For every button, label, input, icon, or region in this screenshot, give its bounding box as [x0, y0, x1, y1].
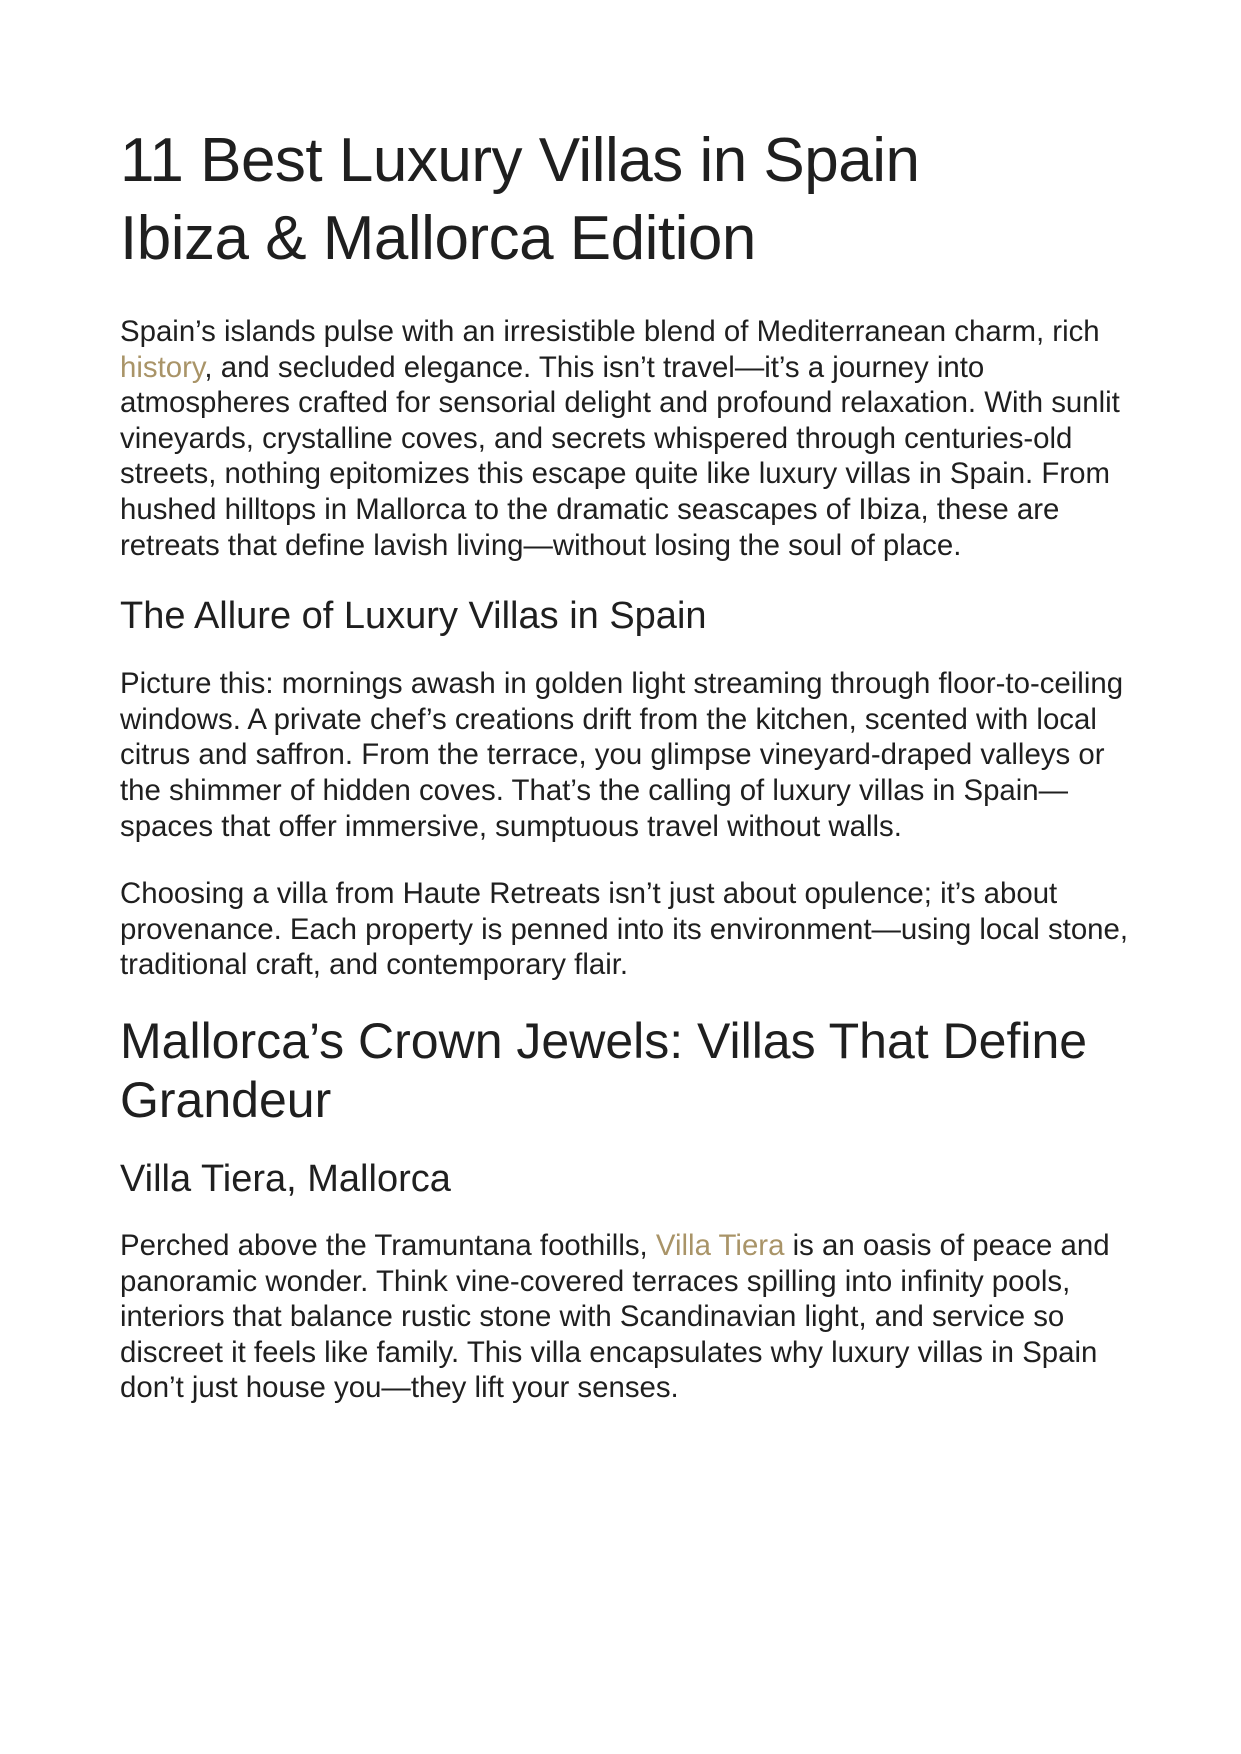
tiera-text-end: is an oasis of peace and panoramic wonder. Think vine-covered terraces spilling into infinity pools, interiors that balance rustic stone with Scandinavian light, and service so discreet it feels like family. This villa encapsulates why luxury villas in Spain don’t just house you—they lift your senses. — [120, 1228, 1110, 1405]
history-link[interactable]: history — [120, 350, 205, 384]
allure-heading: The Allure of Luxury Villas in Spain — [120, 595, 707, 638]
allure-paragraph-2: Choosing a villa from Haute Retreats isn’t just about opulence; it’s about provenance. Each property is penned into its environment—using local stone, traditional craft, and contemporary flair. — [120, 877, 1129, 982]
intro-text-end: , and secluded elegance. This isn’t travel—it’s a journey into atmospheres crafted for sensorial delight and profound relaxation. With sunlit vineyards, crystalline coves, and secrets whispered through centuries-old streets, nothing epitomizes this escape quite like luxury villas in Spain. From hushed hilltops in Mallorca to the dramatic seascapes of Ibiza, these are retreats that define lavish living—without losing the soul of place. — [120, 350, 1120, 562]
villa-tiera-link[interactable]: Villa Tiera — [655, 1228, 785, 1262]
allure-paragraph-1: Picture this: mornings awash in golden light streaming through floor-to-ceiling windows. A private chef’s creations drift from the kitchen, scented with local citrus and saffron. From the terrace, you glimpse vineyard-draped valleys or the shimmer of hidden coves. That’s the calling of luxury villas in Spain—spaces that offer immersive, sumptuous travel without walls. — [120, 667, 1124, 843]
villa-tiera-heading: Villa Tiera, Mallorca — [120, 1157, 451, 1200]
article — [120, 122, 1130, 1406]
page-title-line-1: 11 Best Luxury Villas in Spain — [120, 126, 920, 195]
intro-text-start: Spain’s islands pulse with an irresistible blend of Mediterranean charm, rich — [120, 315, 1100, 348]
page-title — [120, 122, 1130, 278]
mallorca-heading: Mallorca’s Crown Jewels: Villas That Define Grandeur — [120, 1012, 1088, 1128]
tiera-text-start: Perched above the Tramuntana foothills, — [120, 1228, 656, 1262]
page-title-line-2: Ibiza & Mallorca Edition — [120, 204, 756, 273]
intro-paragraph — [120, 314, 1130, 563]
villa-tiera-paragraph — [120, 1228, 1130, 1406]
